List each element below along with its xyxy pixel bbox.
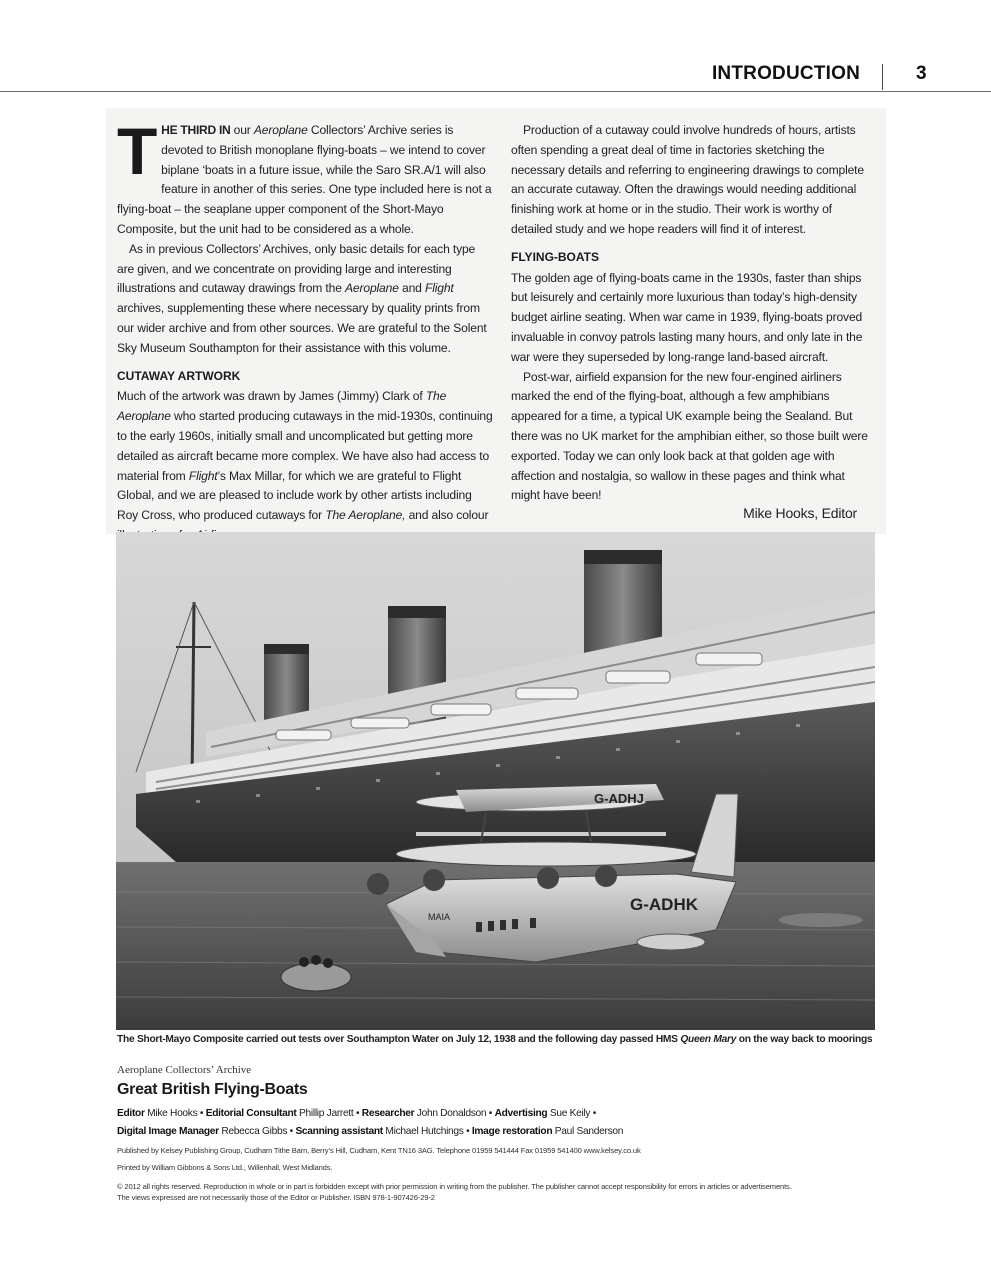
paragraph [117, 240, 495, 359]
section-title: INTRODUCTION [711, 63, 860, 84]
header-divider [882, 64, 883, 90]
credits [117, 1105, 897, 1141]
text-run: and also colour [408, 508, 489, 523]
text-run: Collectors’ Archive series is devoted to British monoplane flying-boats – we intend to cover biplane ‘boats in a future issue, while the Saro SR.A/1 will also feature in another of this series. One type included here is not a flying-boat – the seaplane upper component of the Short-Mayo Composite, but the unit had to be considered as a whole. [117, 123, 492, 236]
text-run: and [398, 281, 425, 296]
credit-label: Scanning assistant [295, 1126, 383, 1137]
header-rule [0, 91, 991, 92]
right-column [511, 121, 875, 506]
italic-run: Aeroplane [253, 123, 308, 137]
text-run: As in previous Collectors’ Archives, only basic details for each type are given, and we concentrate on providing large and interesting illustrations and cutaway drawings from the [117, 241, 476, 296]
upper-aircraft-registration: G-ADHJ [594, 791, 644, 806]
heading-flying-boats: FLYING-BOATS [511, 249, 600, 264]
text-run: archives, supplementing these where necessary by quality prints from our wider archive and from other sources. We are grateful to the Solent Sky Museum Southampton for their assistance with this volume. [117, 301, 487, 355]
book-title: Great British Flying-Boats [117, 1081, 308, 1098]
text-run: who started producing cutaways in the mid-1930s, continuing to the early 1960s, initially small and uncomplicated but getting more detailed as aircraft became more complex. We have also had access to material from [117, 409, 493, 483]
text-run: Much of the artwork was drawn by James (Jimmy) Clark of [117, 389, 426, 404]
page-number: 3 [916, 63, 927, 84]
editor-signature: Mike Hooks, Editor [743, 505, 857, 521]
italic-run: Aeroplane [345, 281, 399, 296]
drop-cap: T [117, 114, 158, 188]
credit-value: Michael Hutchings • [382, 1126, 472, 1137]
text-run: on the way back to moorings [736, 1034, 873, 1045]
photo-queen-mary-short-mayo [116, 532, 875, 1030]
heading-cutaway-artwork: CUTAWAY ARTWORK [117, 368, 241, 383]
text-run: our [230, 123, 254, 137]
intro-paragraph [117, 114, 495, 240]
credit-label: Researcher [361, 1108, 415, 1119]
left-column [117, 114, 495, 546]
credits-line-2 [117, 1123, 897, 1141]
printer-line: Printed by William Gibbons & Sons Ltd., Willenhall, West Midlands. [117, 1163, 333, 1172]
paragraph: Post-war, airfield expansion for the new four-engined airliners marked the end of the flying-boat, although a few amphibians appeared for a time, a typical UK example being the Sealand. But there was no UK market for the amphibian either, so those built were exported. Today we can only look back at that golden age with affection and nostalgia, so wallow in these pages and think what might have been! [511, 369, 868, 503]
credit-value: Rebecca Gibbs • [218, 1126, 296, 1137]
credit-value: Sue Keily • [547, 1108, 596, 1119]
italic-run: Flight [424, 281, 454, 296]
rights-line-1: © 2012 all rights reserved. Reproduction in whole or in part is forbidden except with prior permission in writing from the publisher. The publisher cannot accept responsibility for errors in articles or advertisements. [117, 1182, 792, 1191]
lower-aircraft-name: MAIA [428, 912, 451, 922]
rights-line-2: The views expressed are not necessarily those of the Editor or Publisher. ISBN 978-1-907426-29-2 [117, 1193, 435, 1202]
text-run: The Short-Mayo Composite carried out tests over Southampton Water on July 12, 1938 and the following day passed HMS [117, 1034, 681, 1045]
photo-caption [117, 1034, 887, 1045]
credit-label: Image restoration [471, 1126, 553, 1137]
paragraph: The golden age of flying-boats came in the 1930s, faster than ships but leisurely and certainly more luxurious than today’s high-density budget airline seating. When war came in 1939, flying-boats proved invaluable in convoy patrols lasting many hours, and only late in the war were they superseded by long-range land-based aircraft. [511, 270, 863, 364]
italic-run: Flight [188, 468, 218, 483]
credit-value: John Donaldson • [414, 1108, 495, 1119]
credit-value: Paul Sanderson [552, 1126, 624, 1137]
paragraph: Production of a cutaway could involve hundreds of hours, artists often spending a great deal of time in factories sketching the necessary details and referring to engineering drawings to complete an accurate cutaway. Often the drawings would needing additional finishing work at home or in the studio. Their work is worthy of detailed study and we hope readers will find it of interest. [511, 123, 864, 236]
text-run: ’s Max Millar, for which we are grateful to Flight Global, and we are pleased to include work by other artists including Roy Cross, who produced cutaways for [117, 468, 472, 523]
lower-aircraft-registration: G-ADHK [630, 895, 698, 914]
credit-label: Advertising [494, 1108, 548, 1119]
credit-value: Mike Hooks • [144, 1108, 206, 1119]
credit-label: Editorial Consultant [205, 1108, 297, 1119]
italic-run: The Aeroplane [117, 389, 447, 424]
credit-label: Editor [117, 1108, 145, 1119]
series-name: Aeroplane Collectors’ Archive [117, 1064, 252, 1076]
credits-line-1 [117, 1105, 897, 1123]
publisher-line: Published by Kelsey Publishing Group, Cudham Tithe Barn, Berry’s Hill, Cudham, Kent TN16 3AG. Telephone 01959 541444 Fax 01959 541400 www.kelsey.co.uk [117, 1146, 641, 1155]
credit-value: Phillip Jarrett • [296, 1108, 362, 1119]
italic-run: The Aeroplane, [325, 508, 406, 523]
italic-run: Queen Mary [680, 1034, 737, 1045]
credit-label: Digital Image Manager [117, 1126, 219, 1137]
paragraph [117, 387, 495, 545]
lead-in: HE THIRD IN [161, 123, 231, 137]
